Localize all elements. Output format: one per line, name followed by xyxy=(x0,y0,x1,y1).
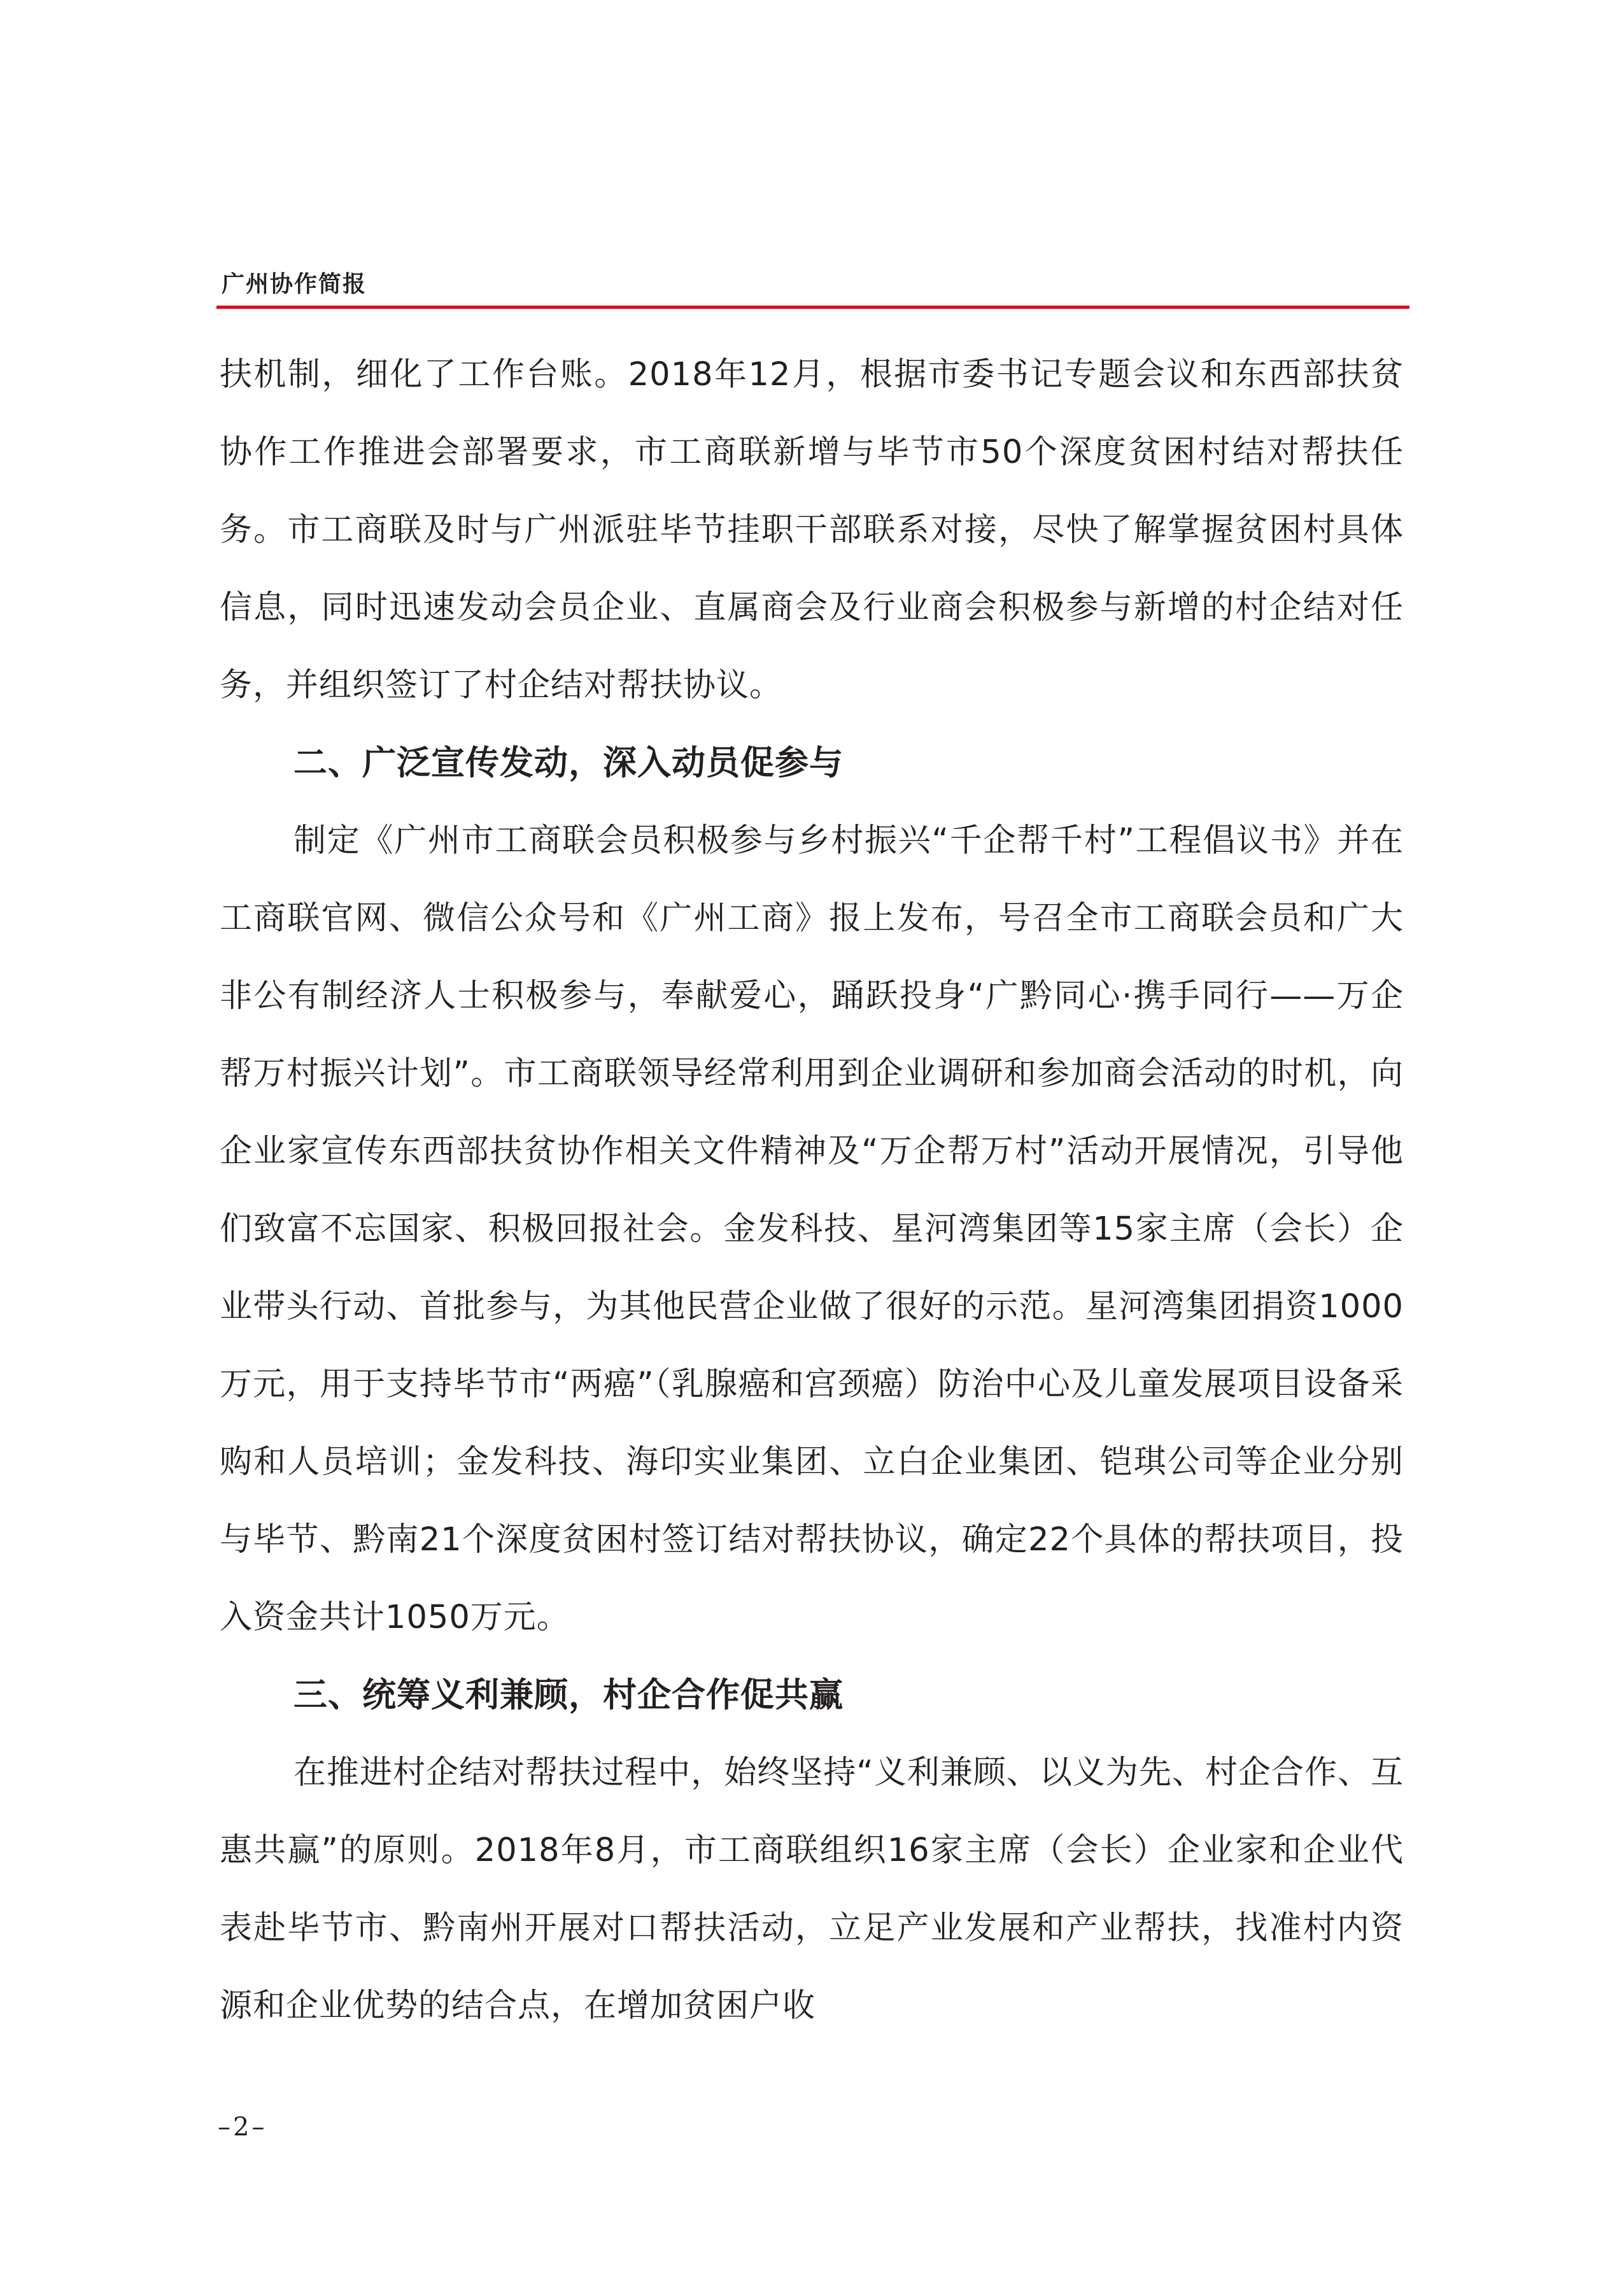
header-divider xyxy=(216,306,1409,309)
paragraph-3: 在推进村企结对帮扶过程中，始终坚持“义利兼顾、以义为先、村企合作、互惠共赢”的原则。2018年8月，市工商联组织16家主席（会长）企业家和企业代表赴毕节市、黔南州开展对口帮扶活动，立足产业发展和产业帮扶，找准村内资源和企业优势的结合点，在增加贫困户收 xyxy=(220,1754,1404,2025)
section-heading-3: 三、统筹义利兼顾，村企合作促共赢 xyxy=(293,1676,844,1715)
document-body xyxy=(220,336,1404,2045)
header-title: 广州协作简报 xyxy=(222,271,367,297)
page-number: –2– xyxy=(218,2112,267,2142)
paragraph-1: 扶机制，细化了工作台账。2018年12月，根据市委书记专题会议和东西部扶贫协作工作推进会部署要求，市工商联新增与毕节市50个深度贫困村结对帮扶任务。市工商联及时与广州派驻毕节挂职干部联系对接，尽快了解掌握贫困村具体信息，同时迅速发动会员企业、直属商会及行业商会积极参与新增的村企结对任务，并组织签订了村企结对帮扶协议。 xyxy=(220,356,1404,704)
section-heading-2: 二、广泛宣传发动，深入动员促参与 xyxy=(293,744,844,782)
paragraph-2: 制定《广州市工商联会员积极参与乡村振兴“千企帮千村”工程倡议书》并在工商联官网、微信公众号和《广州工商》报上发布，号召全市工商联会员和广大非公有制经济人士积极参与，奉献爱心，踊跃投身“广黔同心·携手同行——万企帮万村振兴计划”。市工商联领导经常利用到企业调研和参加商会活动的时机，向企业家宣传东西部扶贫协作相关文件精神及“万企帮万村”活动开展情况，引导他们致富不忘国家、积极回报社会。金发科技、星河湾集团等15家主席（会长）企业带头行动、首批参与，为其他民营企业做了很好的示范。星河湾集团捐资1000万元，用于支持毕节市“两癌”（乳腺癌和宫颈癌）防治中心及儿童发展项目设备采购和人员培训；金发科技、海印实业集团、立白企业集团、铠琪公司等企业分别与毕节、黔南21个深度贫困村签订结对帮扶协议，确定22个具体的帮扶项目，投入资金共计1050万元。 xyxy=(220,822,1404,1636)
